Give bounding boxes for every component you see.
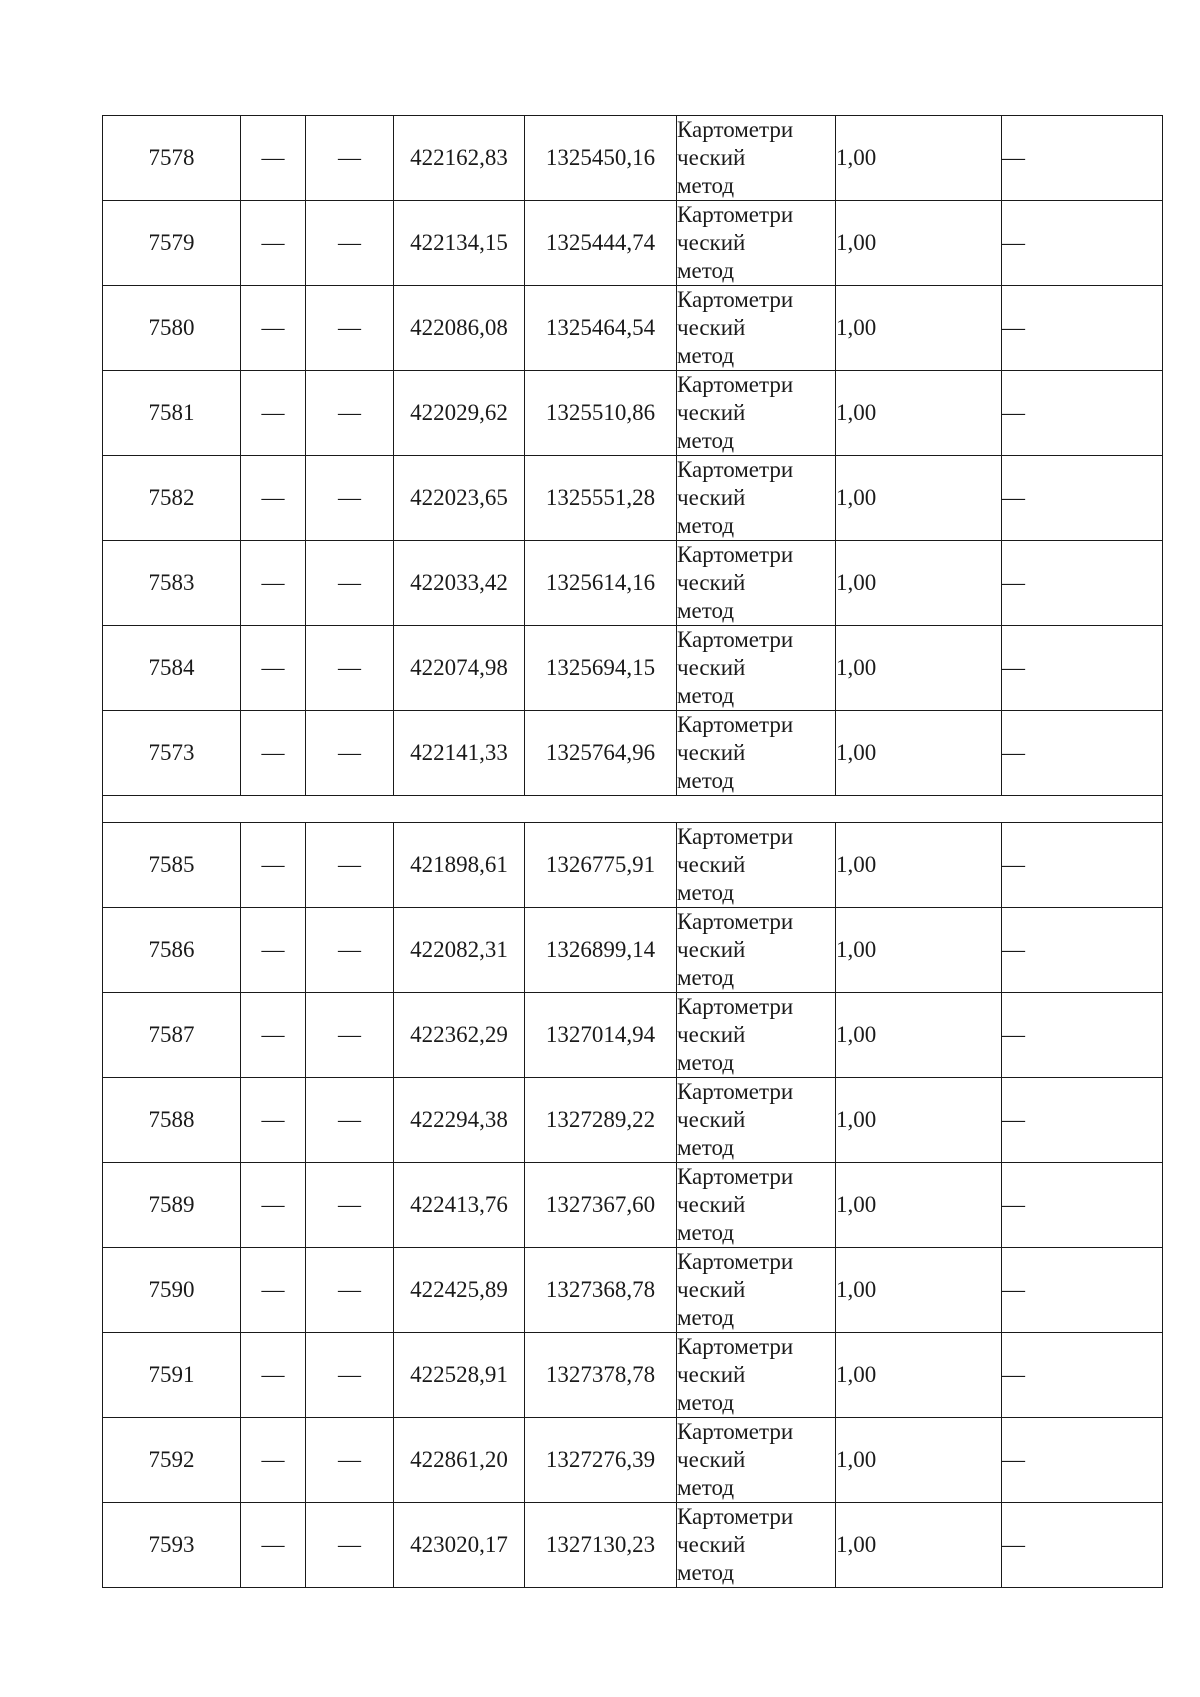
- table-row: [103, 626, 1163, 711]
- empty-value-cell: —: [241, 1333, 306, 1418]
- table-row: [103, 908, 1163, 993]
- description-cell: —: [1002, 1503, 1163, 1588]
- method-text-line: Картометри: [677, 627, 794, 652]
- y-coordinate-cell: 1327276,39: [525, 1418, 677, 1503]
- empty-value-cell: —: [241, 1163, 306, 1248]
- table-row: [103, 116, 1163, 201]
- empty-value-cell: —: [306, 371, 394, 456]
- method-text-line: метод: [677, 768, 735, 793]
- y-coordinate-cell: 1325450,16: [525, 116, 677, 201]
- accuracy-cell: 1,00: [836, 908, 1002, 993]
- method-text-line: метод: [677, 1305, 735, 1330]
- description-cell: —: [1002, 456, 1163, 541]
- accuracy-cell: 1,00: [836, 116, 1002, 201]
- method-text-line: метод: [677, 1475, 735, 1500]
- method-text-line: Картометри: [677, 202, 794, 227]
- method-text-line: Картометри: [677, 117, 794, 142]
- y-coordinate-cell: 1327378,78: [525, 1333, 677, 1418]
- accuracy-cell: 1,00: [836, 1163, 1002, 1248]
- accuracy-cell: 1,00: [836, 626, 1002, 711]
- separator-cell: [103, 796, 1163, 823]
- y-coordinate-cell: 1327130,23: [525, 1503, 677, 1588]
- method-cell: [677, 116, 836, 201]
- coordinates-table-body: [103, 116, 1163, 1588]
- point-number-cell: 7591: [103, 1333, 241, 1418]
- point-number-cell: 7582: [103, 456, 241, 541]
- method-cell: [677, 1163, 836, 1248]
- method-cell: [677, 1503, 836, 1588]
- point-number-cell: 7587: [103, 993, 241, 1078]
- empty-value-cell: —: [241, 1418, 306, 1503]
- method-text-line: метод: [677, 1050, 735, 1075]
- x-coordinate-cell: 422086,08: [394, 286, 525, 371]
- method-text-line: метод: [677, 965, 735, 990]
- table-row: [103, 1163, 1163, 1248]
- accuracy-cell: 1,00: [836, 823, 1002, 908]
- method-text-line: Картометри: [677, 1419, 794, 1444]
- method-cell: [677, 1248, 836, 1333]
- point-number-cell: 7573: [103, 711, 241, 796]
- method-text-line: Картометри: [677, 1164, 794, 1189]
- x-coordinate-cell: 422162,83: [394, 116, 525, 201]
- x-coordinate-cell: 422074,98: [394, 626, 525, 711]
- method-cell: [677, 541, 836, 626]
- description-cell: —: [1002, 371, 1163, 456]
- point-number-cell: 7592: [103, 1418, 241, 1503]
- accuracy-cell: 1,00: [836, 1418, 1002, 1503]
- y-coordinate-cell: 1325694,15: [525, 626, 677, 711]
- description-cell: —: [1002, 823, 1163, 908]
- description-cell: —: [1002, 1248, 1163, 1333]
- method-text-line: ческий: [677, 1277, 746, 1302]
- method-cell: [677, 1078, 836, 1163]
- empty-value-cell: —: [241, 626, 306, 711]
- method-cell: [677, 456, 836, 541]
- description-cell: —: [1002, 908, 1163, 993]
- x-coordinate-cell: 423020,17: [394, 1503, 525, 1588]
- method-cell: [677, 908, 836, 993]
- method-text-line: ческий: [677, 230, 746, 255]
- x-coordinate-cell: 422425,89: [394, 1248, 525, 1333]
- table-row: [103, 541, 1163, 626]
- method-cell: [677, 201, 836, 286]
- description-cell: —: [1002, 1078, 1163, 1163]
- accuracy-cell: 1,00: [836, 286, 1002, 371]
- empty-value-cell: —: [241, 711, 306, 796]
- method-text-line: метод: [677, 1220, 735, 1245]
- table-row: [103, 1503, 1163, 1588]
- method-text-line: ческий: [677, 315, 746, 340]
- method-text-line: Картометри: [677, 712, 794, 737]
- point-number-cell: 7586: [103, 908, 241, 993]
- empty-value-cell: —: [306, 1503, 394, 1588]
- empty-value-cell: —: [306, 456, 394, 541]
- method-text-line: Картометри: [677, 372, 794, 397]
- table-row: [103, 993, 1163, 1078]
- empty-value-cell: —: [241, 908, 306, 993]
- empty-value-cell: —: [241, 116, 306, 201]
- table-row: [103, 201, 1163, 286]
- point-number-cell: 7579: [103, 201, 241, 286]
- empty-value-cell: —: [306, 823, 394, 908]
- method-text-line: ческий: [677, 145, 746, 170]
- accuracy-cell: 1,00: [836, 993, 1002, 1078]
- empty-value-cell: —: [241, 993, 306, 1078]
- y-coordinate-cell: 1325464,54: [525, 286, 677, 371]
- y-coordinate-cell: 1325614,16: [525, 541, 677, 626]
- accuracy-cell: 1,00: [836, 371, 1002, 456]
- empty-value-cell: —: [241, 201, 306, 286]
- method-text-line: Картометри: [677, 542, 794, 567]
- method-text-line: метод: [677, 343, 735, 368]
- x-coordinate-cell: 422029,62: [394, 371, 525, 456]
- empty-value-cell: —: [306, 541, 394, 626]
- description-cell: —: [1002, 993, 1163, 1078]
- empty-value-cell: —: [306, 116, 394, 201]
- method-text-line: ческий: [677, 400, 746, 425]
- empty-value-cell: —: [306, 1333, 394, 1418]
- accuracy-cell: 1,00: [836, 1503, 1002, 1588]
- table-row: [103, 456, 1163, 541]
- y-coordinate-cell: 1325444,74: [525, 201, 677, 286]
- y-coordinate-cell: 1326775,91: [525, 823, 677, 908]
- description-cell: —: [1002, 1163, 1163, 1248]
- empty-value-cell: —: [306, 1418, 394, 1503]
- method-text-line: метод: [677, 1135, 735, 1160]
- empty-value-cell: —: [306, 993, 394, 1078]
- method-text-line: ческий: [677, 570, 746, 595]
- method-text-line: метод: [677, 1390, 735, 1415]
- method-text-line: ческий: [677, 852, 746, 877]
- x-coordinate-cell: 422141,33: [394, 711, 525, 796]
- method-text-line: ческий: [677, 1532, 746, 1557]
- point-number-cell: 7590: [103, 1248, 241, 1333]
- table-row: [103, 1248, 1163, 1333]
- empty-value-cell: —: [241, 456, 306, 541]
- point-number-cell: 7585: [103, 823, 241, 908]
- description-cell: —: [1002, 1418, 1163, 1503]
- method-text-line: Картометри: [677, 994, 794, 1019]
- empty-value-cell: —: [241, 371, 306, 456]
- accuracy-cell: 1,00: [836, 1248, 1002, 1333]
- empty-value-cell: —: [241, 1248, 306, 1333]
- description-cell: —: [1002, 711, 1163, 796]
- method-text-line: метод: [677, 173, 735, 198]
- x-coordinate-cell: 422023,65: [394, 456, 525, 541]
- method-text-line: ческий: [677, 1022, 746, 1047]
- empty-value-cell: —: [241, 823, 306, 908]
- method-text-line: Картометри: [677, 1504, 794, 1529]
- x-coordinate-cell: 421898,61: [394, 823, 525, 908]
- empty-value-cell: —: [306, 286, 394, 371]
- y-coordinate-cell: 1327367,60: [525, 1163, 677, 1248]
- method-text-line: ческий: [677, 485, 746, 510]
- y-coordinate-cell: 1327368,78: [525, 1248, 677, 1333]
- accuracy-cell: 1,00: [836, 201, 1002, 286]
- empty-value-cell: —: [241, 541, 306, 626]
- point-number-cell: 7588: [103, 1078, 241, 1163]
- point-number-cell: 7578: [103, 116, 241, 201]
- empty-value-cell: —: [306, 908, 394, 993]
- x-coordinate-cell: 422134,15: [394, 201, 525, 286]
- method-text-line: метод: [677, 258, 735, 283]
- method-cell: [677, 1418, 836, 1503]
- empty-value-cell: —: [306, 201, 394, 286]
- method-cell: [677, 711, 836, 796]
- method-cell: [677, 371, 836, 456]
- x-coordinate-cell: 422528,91: [394, 1333, 525, 1418]
- method-text-line: метод: [677, 1560, 735, 1585]
- method-text-line: метод: [677, 513, 735, 538]
- empty-value-cell: —: [241, 1503, 306, 1588]
- x-coordinate-cell: 422294,38: [394, 1078, 525, 1163]
- accuracy-cell: 1,00: [836, 1078, 1002, 1163]
- method-text-line: Картометри: [677, 909, 794, 934]
- x-coordinate-cell: 422082,31: [394, 908, 525, 993]
- table-row: [103, 1078, 1163, 1163]
- coordinates-table: [102, 115, 1163, 1588]
- accuracy-cell: 1,00: [836, 711, 1002, 796]
- method-text-line: метод: [677, 428, 735, 453]
- point-number-cell: 7593: [103, 1503, 241, 1588]
- y-coordinate-cell: 1325764,96: [525, 711, 677, 796]
- x-coordinate-cell: 422861,20: [394, 1418, 525, 1503]
- method-cell: [677, 823, 836, 908]
- accuracy-cell: 1,00: [836, 1333, 1002, 1418]
- method-cell: [677, 286, 836, 371]
- empty-value-cell: —: [241, 286, 306, 371]
- description-cell: —: [1002, 116, 1163, 201]
- y-coordinate-cell: 1325510,86: [525, 371, 677, 456]
- method-text-line: ческий: [677, 1107, 746, 1132]
- method-cell: [677, 1333, 836, 1418]
- y-coordinate-cell: 1326899,14: [525, 908, 677, 993]
- y-coordinate-cell: 1327014,94: [525, 993, 677, 1078]
- method-text-line: Картометри: [677, 1079, 794, 1104]
- table-row: [103, 711, 1163, 796]
- empty-value-cell: —: [306, 1163, 394, 1248]
- empty-value-cell: —: [306, 1078, 394, 1163]
- table-row: [103, 286, 1163, 371]
- empty-value-cell: —: [241, 1078, 306, 1163]
- method-text-line: ческий: [677, 1192, 746, 1217]
- method-text-line: Картометри: [677, 287, 794, 312]
- description-cell: —: [1002, 626, 1163, 711]
- description-cell: —: [1002, 541, 1163, 626]
- empty-value-cell: —: [306, 626, 394, 711]
- x-coordinate-cell: 422413,76: [394, 1163, 525, 1248]
- point-number-cell: 7583: [103, 541, 241, 626]
- method-text-line: Картометри: [677, 457, 794, 482]
- method-text-line: Картометри: [677, 1334, 794, 1359]
- empty-value-cell: —: [306, 1248, 394, 1333]
- description-cell: —: [1002, 286, 1163, 371]
- method-text-line: метод: [677, 683, 735, 708]
- method-text-line: ческий: [677, 655, 746, 680]
- point-number-cell: 7581: [103, 371, 241, 456]
- accuracy-cell: 1,00: [836, 456, 1002, 541]
- description-cell: —: [1002, 201, 1163, 286]
- point-number-cell: 7580: [103, 286, 241, 371]
- table-row: [103, 1418, 1163, 1503]
- method-text-line: Картометри: [677, 1249, 794, 1274]
- method-text-line: Картометри: [677, 824, 794, 849]
- table-row: [103, 1333, 1163, 1418]
- method-text-line: ческий: [677, 740, 746, 765]
- y-coordinate-cell: 1327289,22: [525, 1078, 677, 1163]
- method-text-line: метод: [677, 880, 735, 905]
- description-cell: —: [1002, 1333, 1163, 1418]
- method-cell: [677, 993, 836, 1078]
- table-row: [103, 371, 1163, 456]
- x-coordinate-cell: 422033,42: [394, 541, 525, 626]
- method-text-line: ческий: [677, 1362, 746, 1387]
- point-number-cell: 7589: [103, 1163, 241, 1248]
- empty-value-cell: —: [306, 711, 394, 796]
- point-number-cell: 7584: [103, 626, 241, 711]
- method-text-line: метод: [677, 598, 735, 623]
- x-coordinate-cell: 422362,29: [394, 993, 525, 1078]
- accuracy-cell: 1,00: [836, 541, 1002, 626]
- method-text-line: ческий: [677, 937, 746, 962]
- method-cell: [677, 626, 836, 711]
- table-row: [103, 823, 1163, 908]
- section-separator-row: [103, 796, 1163, 823]
- y-coordinate-cell: 1325551,28: [525, 456, 677, 541]
- method-text-line: ческий: [677, 1447, 746, 1472]
